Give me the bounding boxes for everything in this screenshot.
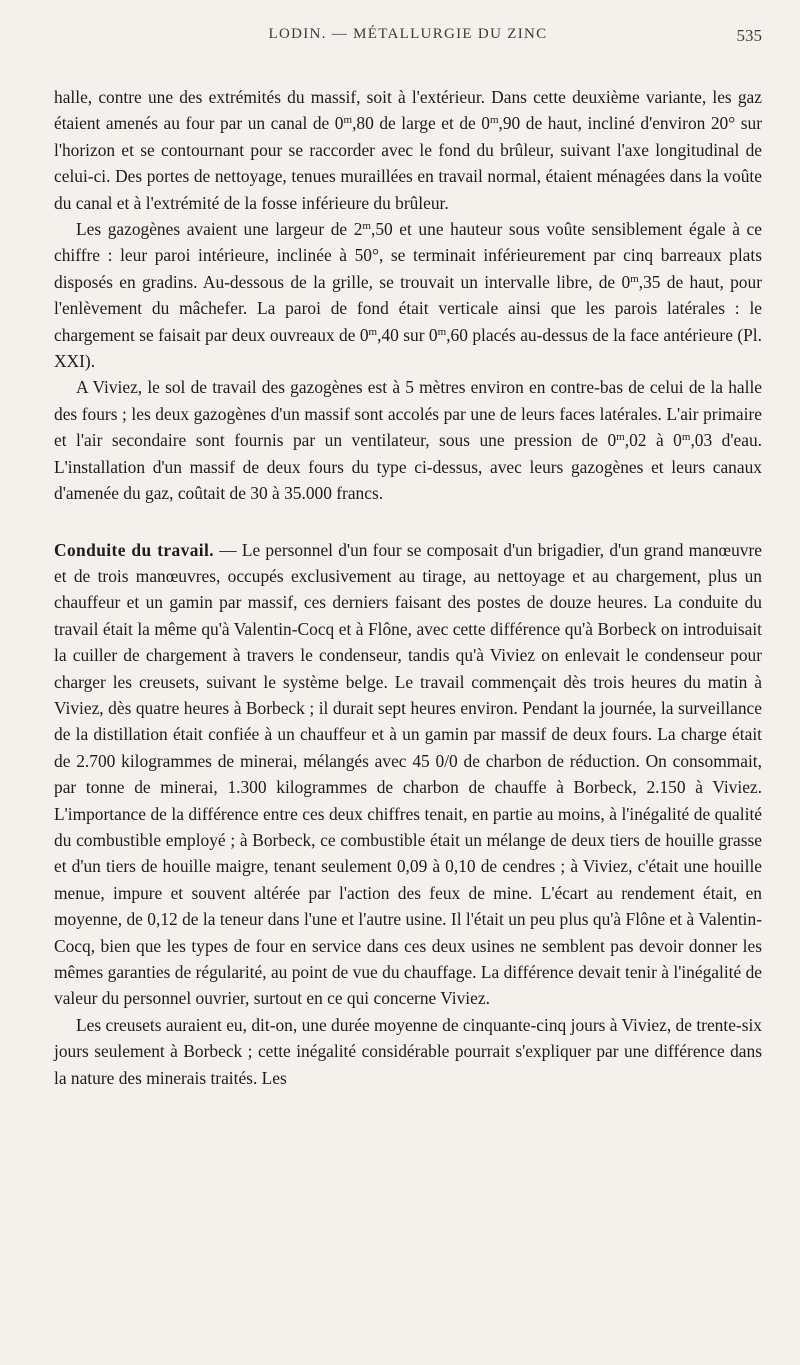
- text-run: A Viviez, le sol de travail des gazogènes est à 5 mètres environ en contre-bas de celui de la halle des fours ; les deux gazogènes d'un massif sont accolés par une de leurs faces latérales. L'air primaire et l'air secondaire sont fournis par un ventilateur, sous une pression de 0: [54, 377, 762, 451]
- unit-superscript: m: [681, 431, 691, 444]
- unit-superscript: m: [630, 272, 639, 285]
- unit-superscript: m: [368, 325, 378, 338]
- paragraph-gas-channel: [54, 84, 762, 216]
- text-run: ,80 de large et de 0: [352, 113, 490, 134]
- unit-superscript: m: [343, 114, 353, 127]
- text-run: Les creusets auraient eu, dit-on, une durée moyenne de cinquante-cinq jours à Viviez, de trente-six jours seulement à Borbeck ; cette inégalité considérable pourrait s'expliquer par une différence dans la nature des minerais traités. Les: [54, 1014, 762, 1088]
- text-run: ,50 et une hauteur sous voûte sensiblement égale à ce chiffre : leur paroi intérieure, inclinée à 50°, se terminait inférieurement par cinq barreaux plats disposés en gradins. Au-dessous de la grille, se trouvait un intervalle libre, de 0: [54, 219, 762, 292]
- text-run: ,02 à 0: [624, 430, 682, 451]
- paragraph-viviez: [54, 374, 762, 506]
- text-run: ,60 placés au-dessus de la face antérieure (Pl. XXI).: [54, 324, 762, 372]
- page-number: 535: [736, 26, 762, 45]
- text-run: ,03 d'eau. L'installation d'un massif de deux fours du type ci-dessus, avec leurs gazogènes et leurs canaux d'amenée du gaz, coûtait de 30 à 35.000 francs.: [54, 430, 762, 504]
- paragraph-conduite-du-travail: [54, 537, 762, 1012]
- body-text: [54, 84, 762, 1091]
- unit-superscript: m: [362, 220, 371, 233]
- text-run: ,40 sur 0: [377, 324, 438, 345]
- text-run: ,35 de haut, pour l'enlèvement du mâchefer. La paroi de fond était verticale ainsi que les parois latérales : le chargement se faisait par deux ouvreaux de 0: [54, 271, 762, 345]
- unit-superscript: m: [616, 431, 625, 444]
- text-run: — Le personnel d'un four se composait d'un brigadier, d'un grand manœuvre et de trois manœuvres, occupés exclusivement au tirage, au nettoyage et au chargement, plus un chauffeur et un gamin par massif, ces derniers faisant des postes de douze heures. La conduite du travail était la même qu'à Valentin-Cocq et à Flône, avec cette différence qu'à Borbeck on introduisait la cuiller de chargement à travers le condenseur, tandis qu'à Viviez on enlevait le condenseur pour charger les creusets, suivant le système belge. Le travail commençait dès trois heures du matin à Viviez, dès quatre heures à Borbeck ; il durait sept heures environ. Pendant la journée, la surveillance de la distillation était confiée à un chauffeur et à un gamin par massif de deux fours. La charge était de 2.700 kilogrammes de minerai, mélangés avec 45 0/0 de charbon de réduction. On consommait, par tonne de minerai, 1.300 kilogrammes de charbon de chauffe à Borbeck, 2.150 à Viviez. L'importance de la différence entre ces deux chiffres tenait, en partie au moins, à l'inégalité de qualité du combustible employé ; à Borbeck, ce combustible était un mélange de deux tiers de houille grasse et d'un tiers de houille maigre, tenant seulement 0,09 à 0,10 de cendres ; à Viviez, c'était une houille menue, impure et souvent altérée par l'action des feux de mine. L'écart au rendement était, en moyenne, de 0,12 de la teneur dans l'une et l'autre usine. Il l'était un peu plus qu'à Flône et à Valentin-Cocq, bien que les types de four en service dans ces deux usines ne semblent pas devoir donner les mêmes garanties de régularité, au point de vue du chauffage. La différence devait tenir à l'inégalité de valeur du personnel ouvrier, surtout en ce qui concerne Viviez.: [54, 539, 763, 1009]
- paragraph-creusets: [54, 1012, 762, 1091]
- unit-superscript: m: [437, 325, 447, 338]
- unit-superscript: m: [489, 114, 499, 127]
- running-title: LODIN. — MÉTALLURGIE DU ZINC: [268, 26, 548, 42]
- section-heading: Conduite du travail.: [54, 539, 215, 560]
- paragraph-gazogenes: [54, 216, 762, 374]
- text-run: ,90 de haut, incliné d'environ 20° sur l'horizon et se contournant pour se raccorder avec le fond du brûleur, suivant l'axe longitudinal de celui-ci. Des portes de nettoyage, tenues muraillées en travail normal, étaient ménagées dans la voûte du canal et à l'extrémité de la fosse inférieure du brûleur.: [54, 113, 762, 213]
- text-run: Les gazogènes avaient une largeur de 2: [76, 219, 363, 240]
- running-header: [54, 26, 762, 56]
- text-run: halle, contre une des extrémités du massif, soit à l'extérieur. Dans cette deuxième variante, les gaz étaient amenés au four par un canal de 0: [54, 87, 762, 134]
